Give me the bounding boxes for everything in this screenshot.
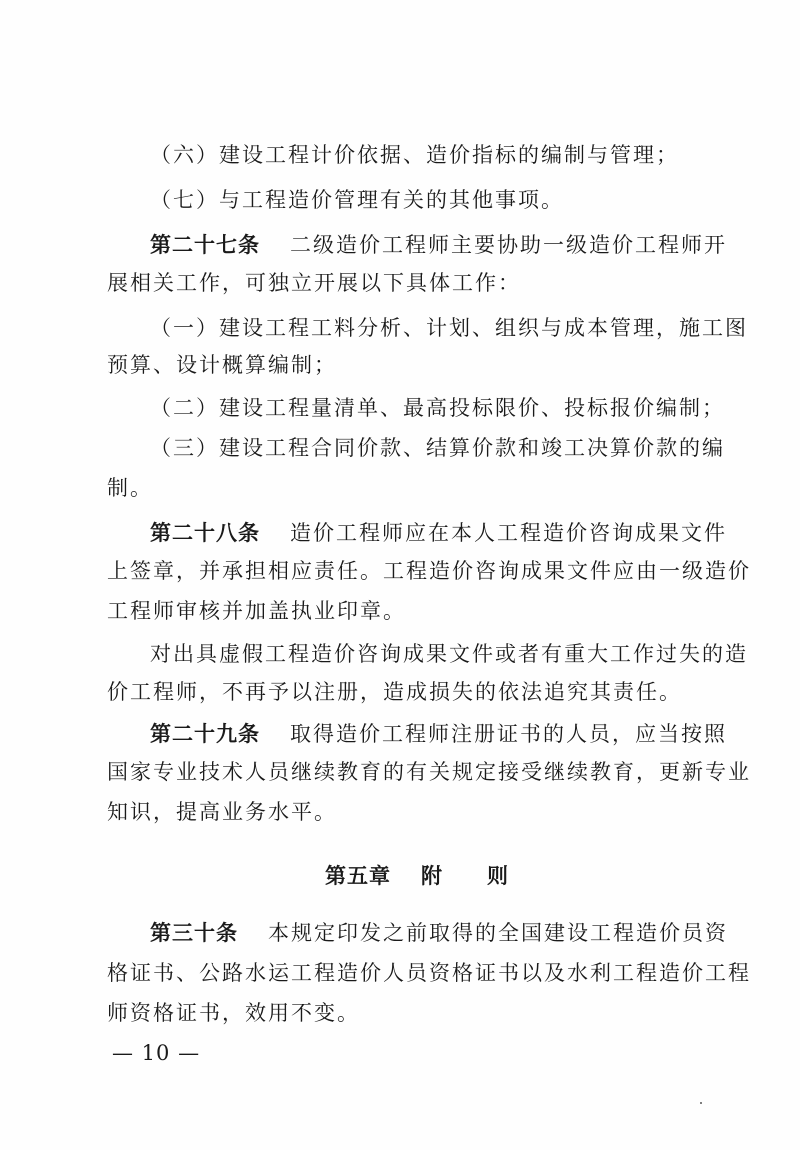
article-30-line-3 [107, 998, 360, 1028]
line-text: （二）建设工程量清单、最高投标限价、投标报价编制； [150, 396, 725, 420]
article-27-line-1 [150, 230, 727, 260]
line-text: 价工程师，不再予以注册，造成损失的依法追究其责任。 [107, 680, 682, 704]
article-27-item-2 [150, 393, 725, 423]
article-30-line-1 [150, 918, 728, 948]
article-28-heading: 第二十八条 [150, 521, 260, 545]
line-text: 取得造价工程师注册证书的人员，应当按照 [290, 722, 727, 746]
line-text: （一）建设工程工料分析、计划、组织与成本管理，施工图 [150, 316, 748, 340]
article-28-line-1 [150, 518, 727, 548]
line-text: 格证书、公路水运工程造价人员资格证书以及水利工程造价工程 [107, 961, 751, 985]
article-27-item-3-line-1 [150, 433, 725, 463]
chapter-heading [325, 861, 509, 891]
article-27-line-2 [107, 268, 521, 298]
article-27-item-3-line-2 [107, 473, 153, 503]
article-30-line-2 [107, 958, 751, 988]
paragraph-item-6 [150, 140, 679, 170]
chapter-title: 附 则 [421, 864, 509, 888]
article-28-para-2-line-2 [107, 677, 682, 707]
line-text: 本规定印发之前取得的全国建设工程造价员资 [268, 921, 728, 945]
line-text: 对出具虚假工程造价咨询成果文件或者有重大工作过失的造 [150, 642, 748, 666]
article-28-para-2-line-1 [150, 639, 748, 669]
line-text: （六）建设工程计价依据、造价指标的编制与管理； [150, 143, 679, 167]
line-text: 知识，提高业务水平。 [107, 800, 337, 824]
line-text: 造价工程师应在本人工程造价咨询成果文件 [290, 521, 727, 545]
line-text: （七）与工程造价管理有关的其他事项。 [150, 188, 564, 212]
line-text: 工程师审核并加盖执业印章。 [107, 599, 406, 623]
paragraph-item-7 [150, 185, 564, 215]
article-27-item-1-line-1 [150, 313, 748, 343]
article-28-line-2 [107, 556, 751, 586]
page-number [112, 1038, 200, 1068]
chapter-number: 第五章 [325, 864, 391, 888]
article-27-heading: 第二十七条 [150, 233, 260, 257]
article-29-line-2 [107, 757, 751, 787]
page-number-text: — 10 — [112, 1041, 201, 1065]
line-text: 国家专业技术人员继续教育的有关规定接受继续教育，更新专业 [107, 760, 751, 784]
article-29-line-1 [150, 719, 727, 749]
line-text: （三）建设工程合同价款、结算价款和竣工决算价款的编 [150, 436, 725, 460]
line-text: 制。 [107, 476, 153, 500]
line-text: 预算、设计概算编制； [107, 353, 337, 377]
article-29-line-3 [107, 797, 337, 827]
scan-speck [700, 1102, 702, 1104]
line-text: 二级造价工程师主要协助一级造价工程师开 [290, 233, 727, 257]
article-29-heading: 第二十九条 [150, 722, 260, 746]
line-text: 师资格证书，效用不变。 [107, 1001, 360, 1025]
line-text: 上签章，并承担相应责任。工程造价咨询成果文件应由一级造价 [107, 559, 751, 583]
article-27-item-1-line-2 [107, 350, 337, 380]
article-28-line-3 [107, 596, 406, 626]
article-30-heading: 第三十条 [150, 921, 238, 945]
line-text: 展相关工作，可独立开展以下具体工作： [107, 271, 521, 295]
